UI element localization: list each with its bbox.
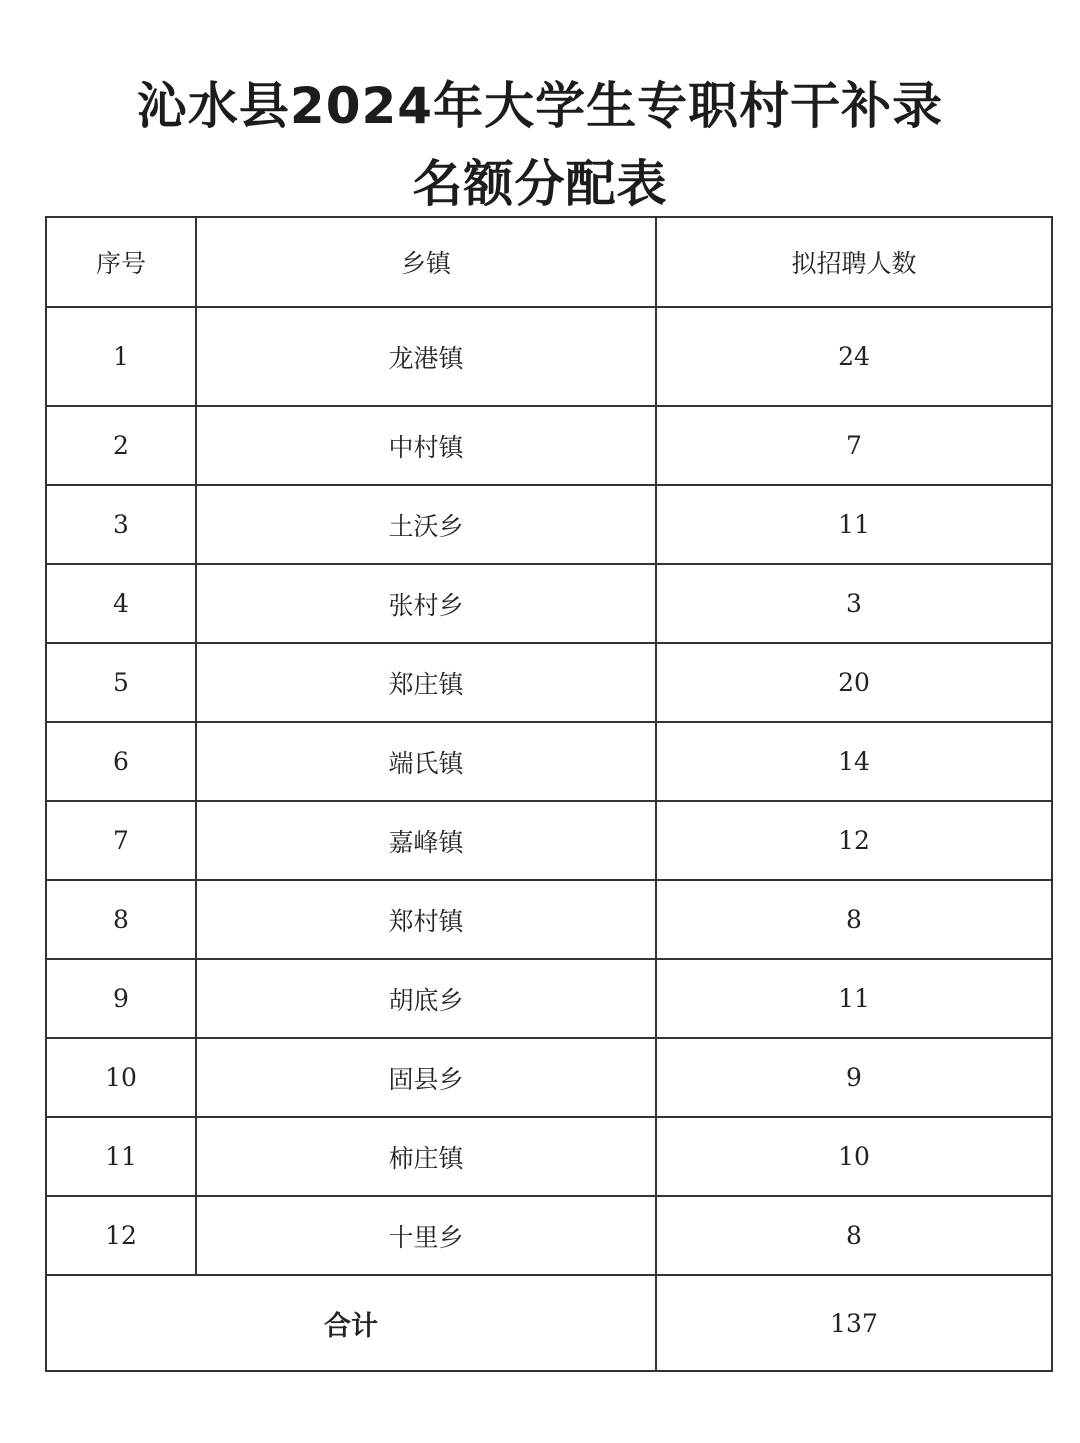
table-row [46, 1196, 1052, 1275]
table-row [46, 485, 1052, 564]
township-cell: 龙港镇 [196, 307, 656, 406]
township-cell: 嘉峰镇 [196, 801, 656, 880]
planned-hires-cell: 11 [656, 485, 1052, 564]
serial-number-cell: 8 [46, 880, 196, 959]
planned-hires-cell: 7 [656, 406, 1052, 485]
serial-number-cell: 12 [46, 1196, 196, 1275]
planned-hires-cell: 8 [656, 1196, 1052, 1275]
township-cell: 柿庄镇 [196, 1117, 656, 1196]
page-title-line-2: 名额分配表 [412, 155, 668, 213]
table-row [46, 1038, 1052, 1117]
serial-number-cell: 1 [46, 307, 196, 406]
township-cell: 十里乡 [196, 1196, 656, 1275]
total-row [46, 1275, 1052, 1371]
table-row [46, 1117, 1052, 1196]
serial-number-cell: 9 [46, 959, 196, 1038]
serial-number-cell: 7 [46, 801, 196, 880]
header-planned-hires: 拟招聘人数 [656, 217, 1052, 307]
planned-hires-cell: 9 [656, 1038, 1052, 1117]
serial-number-cell: 4 [46, 564, 196, 643]
planned-hires-cell: 12 [656, 801, 1052, 880]
table-row [46, 564, 1052, 643]
serial-number-cell: 5 [46, 643, 196, 722]
table-row [46, 801, 1052, 880]
table-row [46, 307, 1052, 406]
township-cell: 固县乡 [196, 1038, 656, 1117]
planned-hires-cell: 10 [656, 1117, 1052, 1196]
table-row [46, 880, 1052, 959]
total-label: 合计 [46, 1275, 656, 1371]
table-row [46, 722, 1052, 801]
planned-hires-cell: 14 [656, 722, 1052, 801]
serial-number-cell: 10 [46, 1038, 196, 1117]
township-cell: 中村镇 [196, 406, 656, 485]
planned-hires-cell: 20 [656, 643, 1052, 722]
header-serial-number: 序号 [46, 217, 196, 307]
table-row [46, 406, 1052, 485]
planned-hires-cell: 8 [656, 880, 1052, 959]
table-header-row [46, 217, 1052, 307]
township-cell: 土沃乡 [196, 485, 656, 564]
township-cell: 郑庄镇 [196, 643, 656, 722]
header-township: 乡镇 [196, 217, 656, 307]
total-count: 137 [656, 1275, 1052, 1371]
serial-number-cell: 3 [46, 485, 196, 564]
table-row [46, 643, 1052, 722]
planned-hires-cell: 3 [656, 564, 1052, 643]
planned-hires-cell: 11 [656, 959, 1052, 1038]
township-cell: 端氏镇 [196, 722, 656, 801]
township-cell: 张村乡 [196, 564, 656, 643]
planned-hires-cell: 24 [656, 307, 1052, 406]
quota-table [45, 216, 1053, 1372]
table-row [46, 959, 1052, 1038]
serial-number-cell: 11 [46, 1117, 196, 1196]
serial-number-cell: 2 [46, 406, 196, 485]
serial-number-cell: 6 [46, 722, 196, 801]
township-cell: 郑村镇 [196, 880, 656, 959]
township-cell: 胡底乡 [196, 959, 656, 1038]
page-title-line-1: 沁水县2024年大学生专职村干补录 [136, 77, 944, 135]
